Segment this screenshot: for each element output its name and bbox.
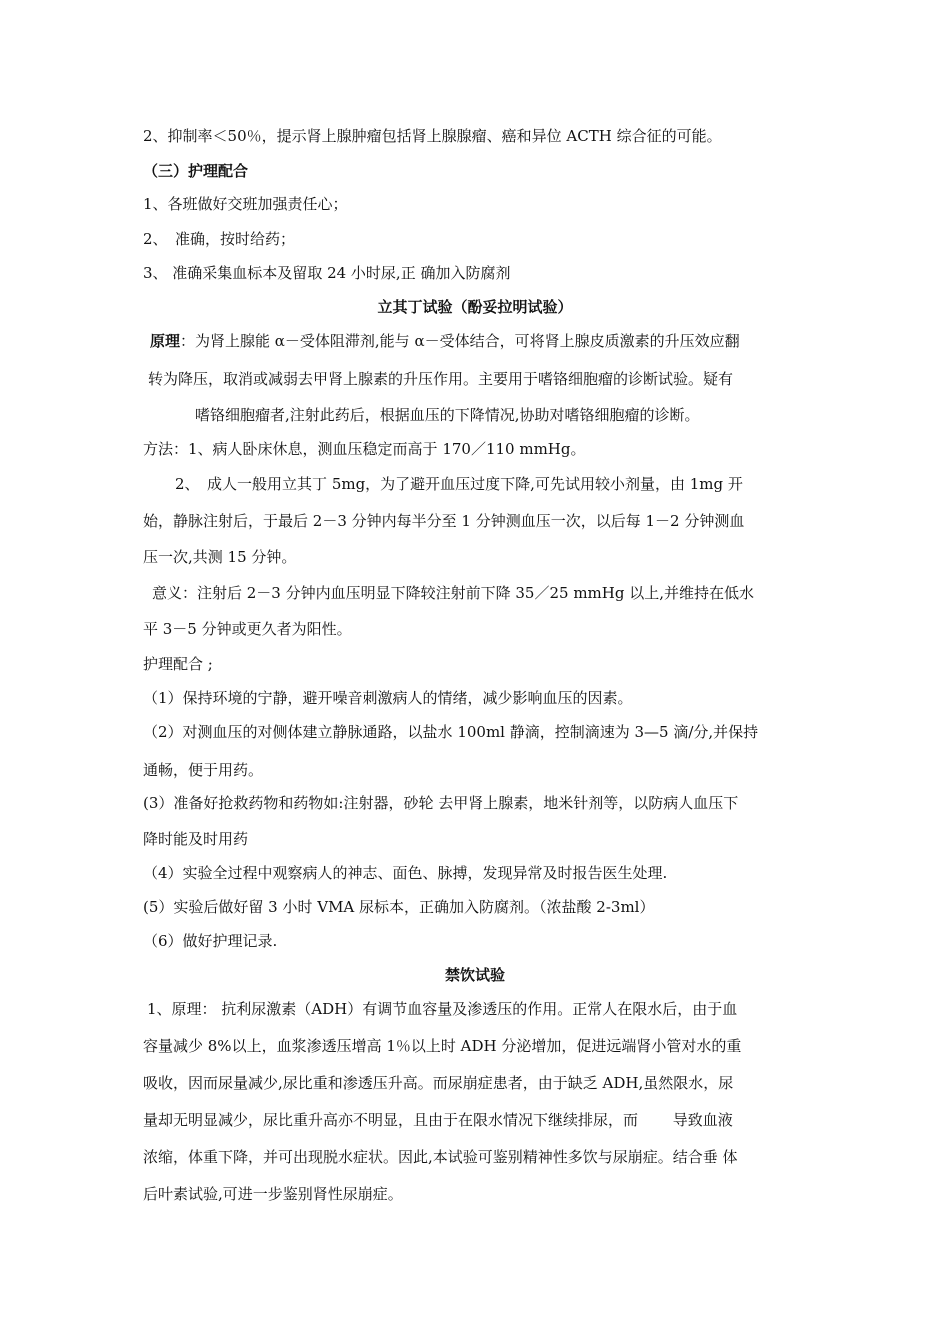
fasting-principle-line-5: 浓缩，体重下降，并可出现脱水症状。因此,本试验可鉴别精神性多饮与尿崩症。结合垂 体 <box>143 1148 738 1166</box>
fasting-principle-line-6: 后叶素试验,可进一步鉴别肾性尿崩症。 <box>143 1185 403 1203</box>
fasting-principle-line-1: 1、原理： 抗利尿激素（ADH）有调节血容量及渗透压的作用。正常人在限水后，由于血 <box>147 1000 738 1018</box>
nursing-item-3: 3、 准确采集血标本及留取 24 小时尿,正 确加入防腐剂 <box>143 264 511 282</box>
nursing-item-2: 2、 准确，按时给药； <box>143 230 296 248</box>
meaning-line-2: 平 3－5 分钟或更久者为阳性。 <box>143 620 352 638</box>
care-item-4: （4）实验全过程中观察病人的神志、面色、脉搏，发现异常及时报告医生处理. <box>143 864 668 882</box>
care-item-3-line-2: 降时能及时用药 <box>143 830 249 848</box>
nursing-item-1: 1、各班做好交班加强责任心； <box>143 195 348 213</box>
care-item-2-line-1: （2）对测血压的对侧体建立静脉通路，以盐水 100ml 静滴，控制滴速为 3—5 滴/分,并保持 <box>143 723 759 741</box>
meaning-line-1: 意义：注射后 2－3 分钟内血压明显下降较注射前下降 35／25 mmHg 以上,并维持在低水 <box>152 584 755 602</box>
paragraph-suppression-rate: 2、抑制率＜50％，提示肾上腺肿瘤包括肾上腺腺瘤、癌和异位 ACTH 综合征的可能。 <box>143 127 722 145</box>
fasting-principle-line-2: 容量减少 8%以上，血浆渗透压增高 1％以上时 ADH 分泌增加，促进远端肾小管对水的重 <box>143 1037 742 1055</box>
principle-label: 原理 <box>150 332 181 350</box>
care-item-1: （1）保持环境的宁静，避开噪音刺激病人的情绪，减少影响血压的因素。 <box>143 689 633 707</box>
method-line-1: 方法：1、病人卧床休息，测血压稳定而高于 170／110 mmHg。 <box>143 440 586 458</box>
principle-line-3: 嗜铬细胞瘤者,注射此药后，根据血压的下降情况,协助对嗜铬细胞瘤的诊断。 <box>195 406 700 424</box>
care-item-2-line-2: 通畅，便于用药。 <box>143 761 264 779</box>
care-item-5: (5）实验后做好留 3 小时 VMA 尿标本，正确加入防腐剂。（浓盐酸 2-3ml） <box>143 898 655 916</box>
method-line-4: 压一次,共测 15 分钟。 <box>143 548 297 566</box>
method-line-3: 始，静脉注射后，于最后 2－3 分钟内每半分至 1 分钟测血压一次，以后每 1－2 分钟测血 <box>143 512 745 530</box>
heading-nursing-cooperation: （三）护理配合 <box>143 162 249 180</box>
care-item-3-line-1: (3）准备好抢救药物和药物如:注射器，砂轮 去甲肾上腺素，地米针剂等，以防病人血压下 <box>143 794 739 812</box>
care-item-6: （6）做好护理记录. <box>143 932 278 950</box>
fasting-principle-line-4: 量却无明显减少，尿比重升高亦不明显，且由于在限水情况下继续排尿，而 导致血液 <box>143 1111 733 1129</box>
principle-text-1: ：为肾上腺能 α－受体阻滞剂,能与 α－受体结合，可将肾上腺皮质激素的升压效应翻 <box>180 332 740 350</box>
section-title-regitine-test: 立其丁试验（酚妥拉明试验） <box>377 298 573 316</box>
fasting-principle-line-3: 吸收，因而尿量减少,尿比重和渗透压升高。而尿崩症患者，由于缺乏 ADH,虽然限水，尿 <box>143 1074 734 1092</box>
care-heading: 护理配合 ; <box>143 655 213 673</box>
principle-line-1 <box>150 330 740 352</box>
section-title-water-deprivation-test: 禁饮试验 <box>444 966 505 984</box>
method-line-2: 2、 成人一般用立其丁 5mg，为了避开血压过度下降,可先试用较小剂量，由 1mg 开 <box>175 475 743 493</box>
principle-line-2: 转为降压，取消或减弱去甲肾上腺素的升压作用。主要用于嗜铬细胞瘤的诊断试验。疑有 <box>148 370 734 388</box>
